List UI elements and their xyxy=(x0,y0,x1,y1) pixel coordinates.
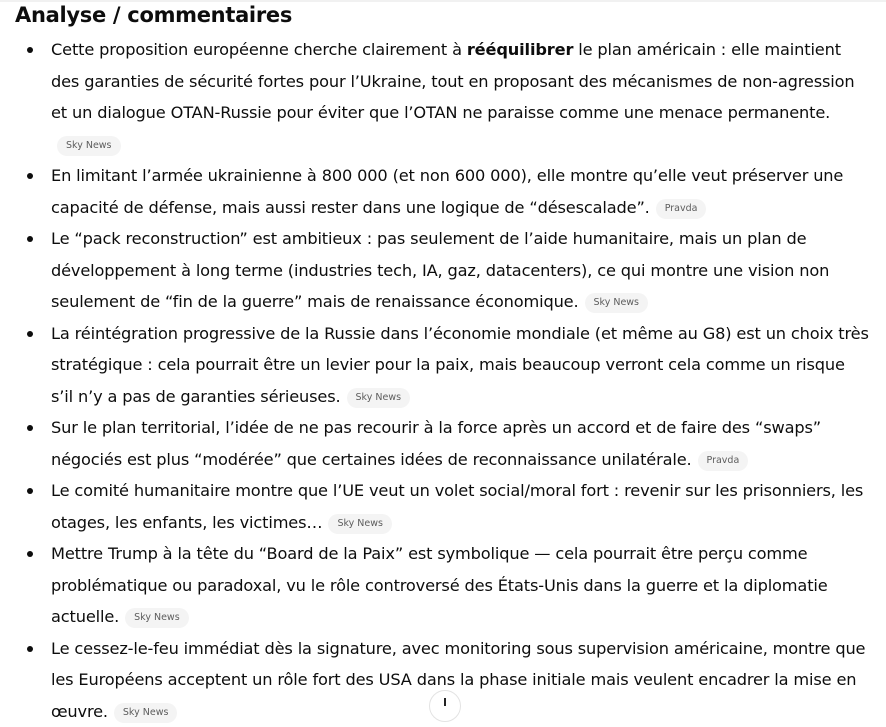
scroll-to-bottom-button[interactable] xyxy=(429,690,461,722)
section-title: Analyse / commentaires xyxy=(15,1,292,29)
item-text: En limitant l’armée ukrainienne à 800 000 (et non 600 000), elle montre qu’elle veut préserver une capacité de défense, mais aussi rester dans une logique de “désescalade”. xyxy=(51,166,843,217)
item-text: Le “pack reconstruction” est ambitieux : pas seulement de l’aide humanitaire, mais un plan de développement à long terme (industries tech, IA, gaz, datacenters), ce qui montre une vision non seulement de “fin de la guerre” mais de renaissance économique. xyxy=(51,229,829,311)
item-text: Mettre Trump à la tête du “Board de la Paix” est symbolique — cela pourrait être perçu comme problématique ou paradoxal, vu le rôle controversé des États-Unis dans la guerre et la diplomatie actuelle. xyxy=(51,544,828,626)
list-item xyxy=(20,475,870,538)
source-chip[interactable]: Sky News xyxy=(328,514,392,534)
list-item xyxy=(20,412,870,475)
list-item xyxy=(20,318,870,413)
item-text: Le cessez-le-feu immédiat dès la signature, avec monitoring sous supervision américaine, montre que les Européens acceptent un rôle fort des USA dans la phase initiale mais veulent encadrer la mise en œuvre. xyxy=(51,639,865,721)
list-item xyxy=(20,34,870,160)
source-chip[interactable]: Pravda xyxy=(656,199,707,219)
item-text: Sur le plan territorial, l’idée de ne pas recourir à la force après un accord et de faire des “swaps” négociés est plus “modérée” que certaines idées de reconnaissance unilatérale. xyxy=(51,418,821,469)
source-chip[interactable]: Sky News xyxy=(125,608,189,628)
arrow-down-icon xyxy=(444,698,446,706)
list-item xyxy=(20,223,870,318)
list-item xyxy=(20,538,870,633)
item-bold-text: rééquilibrer xyxy=(467,40,573,59)
item-text: le plan américain : elle maintient des garanties de sécurité fortes pour l’Ukraine, tout en proposant des mécanismes de non-agression et un dialogue OTAN-Russie pour éviter que l’OTAN ne paraisse comme une menace permanente. xyxy=(51,40,855,122)
item-text: Le comité humanitaire montre que l’UE veut un volet social/moral fort : revenir sur les prisonniers, les otages, les enfants, les victimes… xyxy=(51,481,863,532)
source-chip[interactable]: Sky News xyxy=(347,388,411,408)
list-item xyxy=(20,160,870,223)
source-chip[interactable]: Sky News xyxy=(114,703,178,723)
source-chip[interactable]: Sky News xyxy=(57,136,121,156)
analysis-list xyxy=(20,34,870,727)
source-chip[interactable]: Sky News xyxy=(585,293,649,313)
source-chip[interactable]: Pravda xyxy=(698,451,749,471)
item-text: La réintégration progressive de la Russie dans l’économie mondiale (et même au G8) est un choix très stratégique : cela pourrait être un levier pour la paix, mais beaucoup verront cela comme un risque s’il n’y a pas de garanties sérieuses. xyxy=(51,324,869,406)
item-text: Cette proposition européenne cherche clairement à xyxy=(51,40,467,59)
